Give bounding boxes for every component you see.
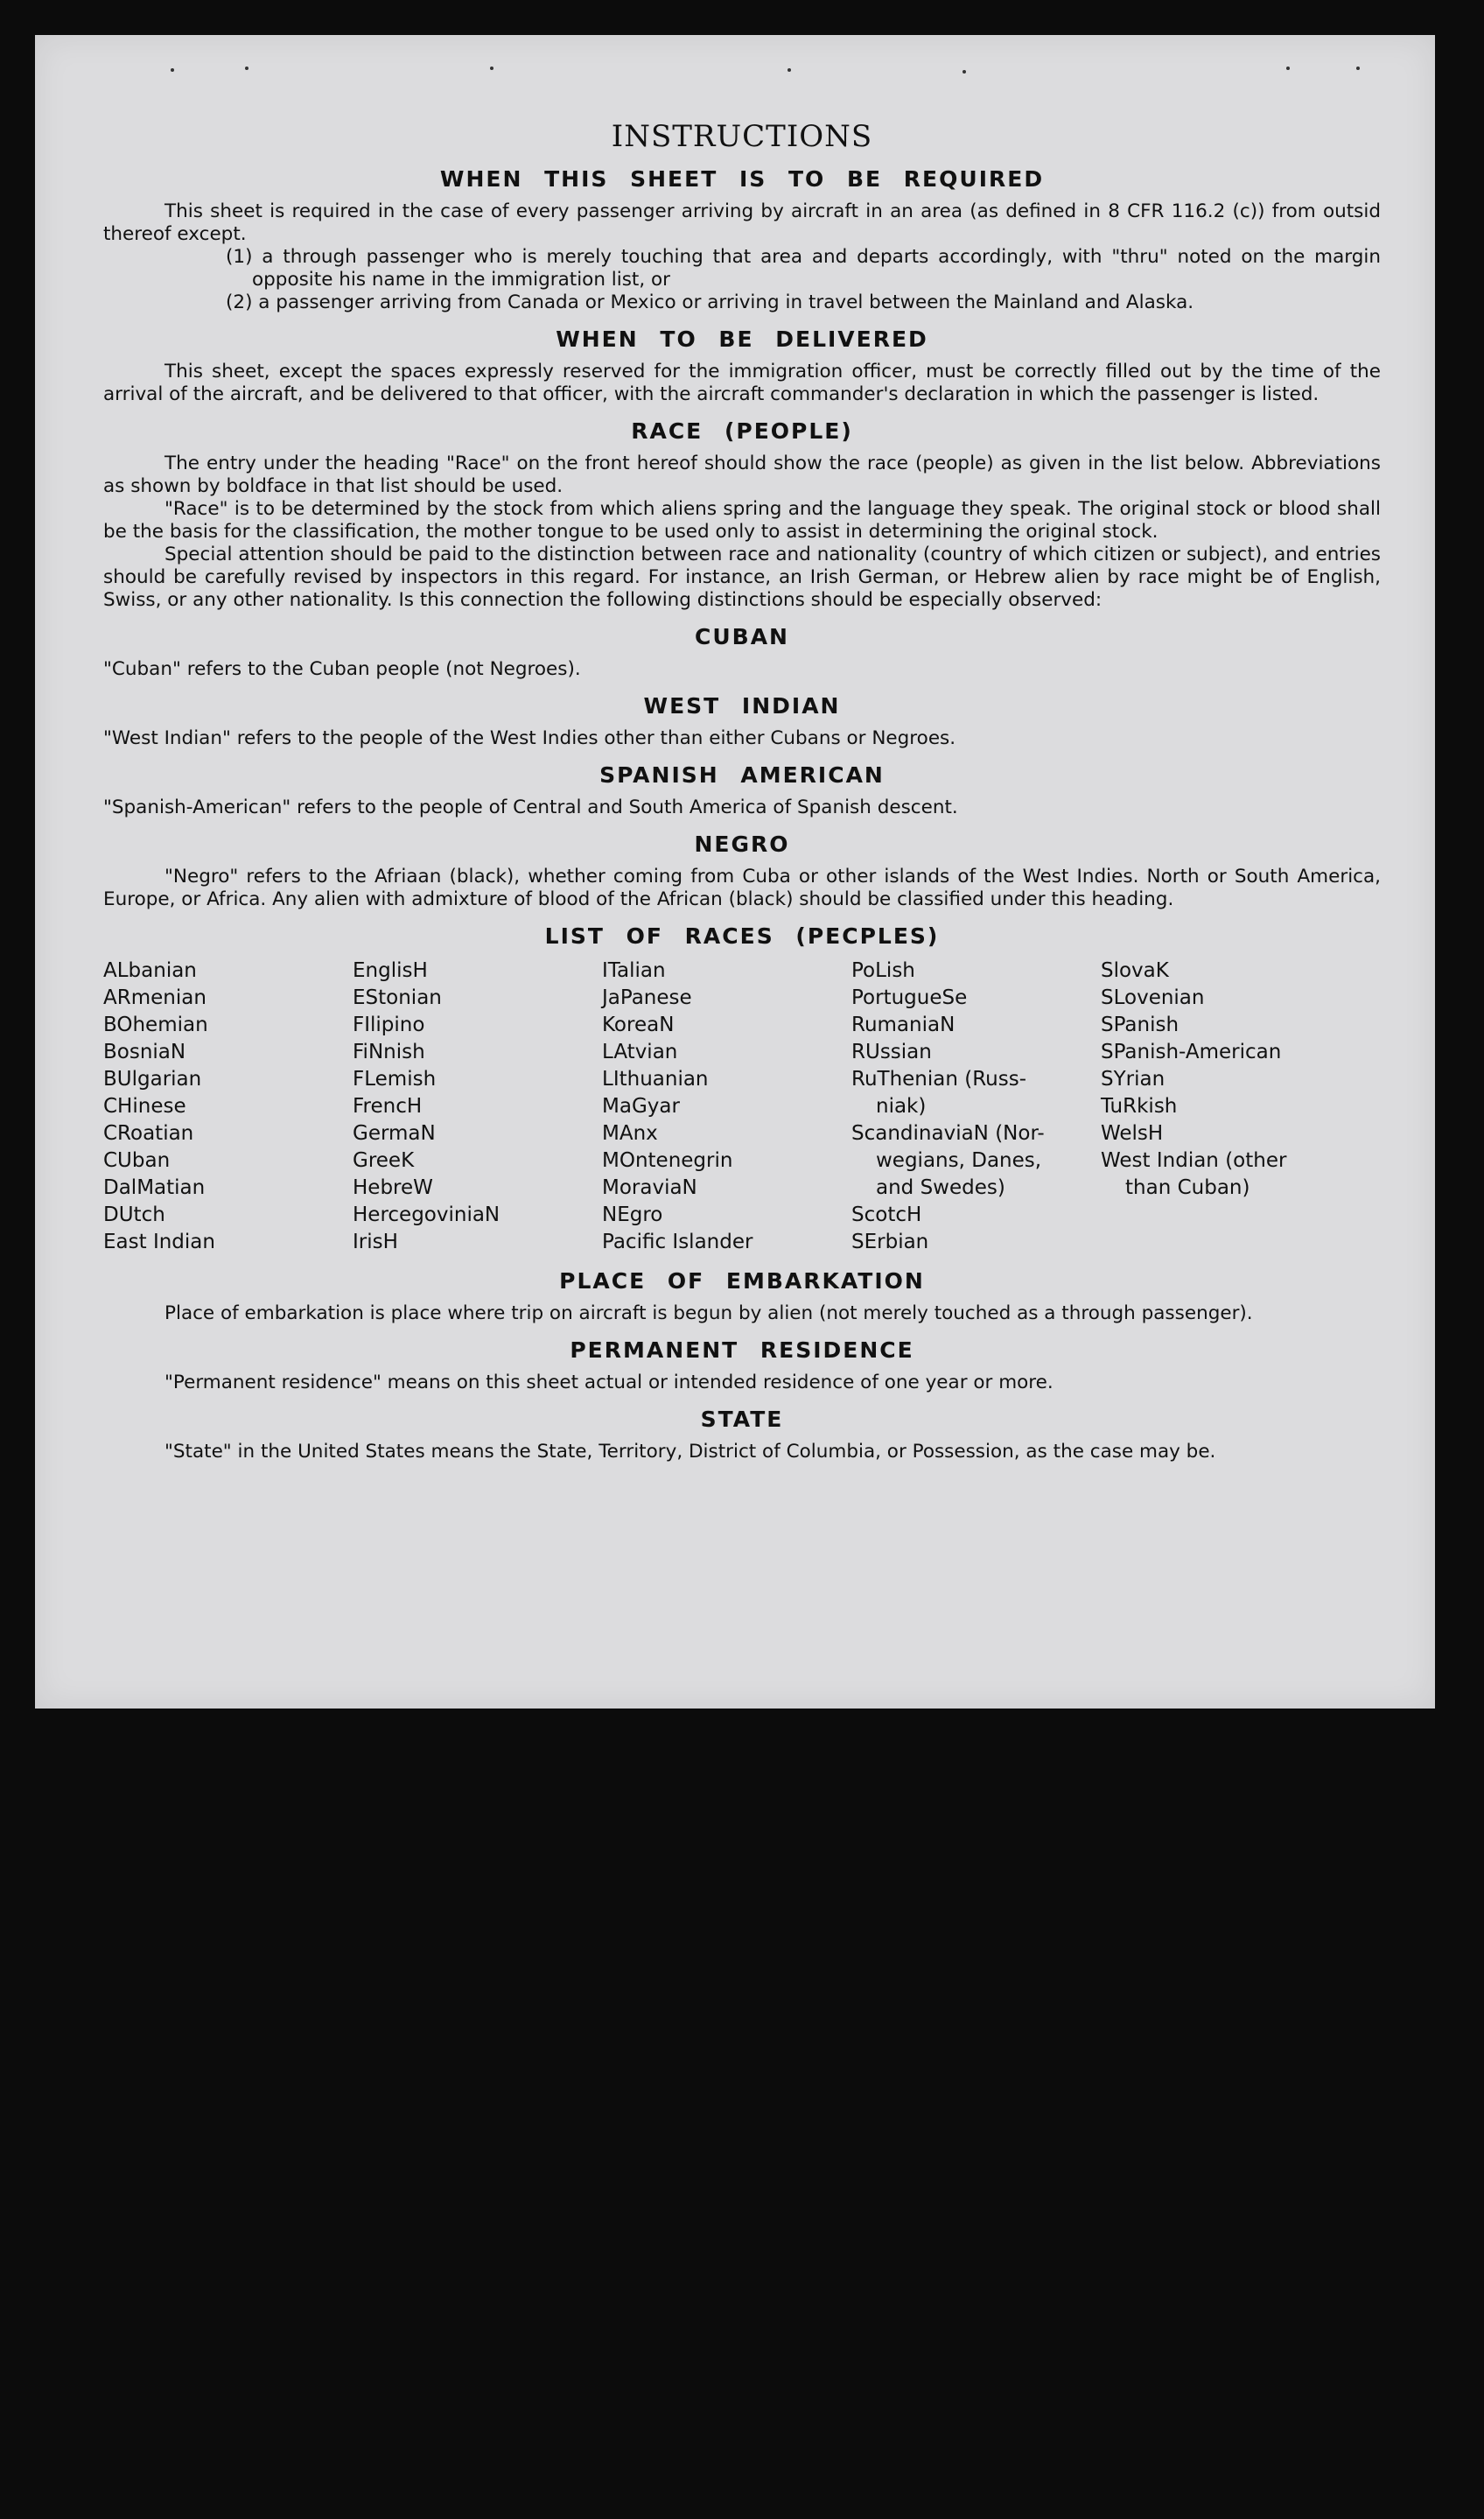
required-item-1: (1) a through passenger who is merely touching that area and departs accordingly, with "thru" noted on the margin opposite his name in the immigration list, or — [226, 246, 1381, 291]
dust-speck — [490, 67, 494, 70]
race-entry: GermaN — [353, 1122, 436, 1145]
race-entry: DalMatian — [103, 1176, 206, 1199]
race-entry: CHinese — [103, 1095, 186, 1118]
race-entry: Pacific Islander — [602, 1231, 753, 1253]
heading-negro: NEGRO — [694, 831, 790, 857]
dust-speck — [171, 68, 174, 72]
heading-when-delivered: WHEN TO BE DELIVERED — [556, 326, 928, 352]
race-entry: ALbanian — [103, 959, 197, 982]
race-entry: LIthuanian — [602, 1068, 709, 1091]
race-entry: RUssian — [851, 1041, 932, 1063]
race-entry: FrencH — [353, 1095, 423, 1118]
race-entry: ARmenian — [103, 986, 206, 1009]
instructions-body — [103, 119, 1381, 1463]
race-entry: wegians, Danes, — [876, 1149, 1042, 1172]
races-column-1 — [103, 958, 353, 1256]
race-entry: LAtvian — [602, 1041, 678, 1063]
dust-speck — [245, 67, 248, 70]
race-entry: BOhemian — [103, 1014, 208, 1036]
race-entry: RuThenian (Russ- — [851, 1068, 1027, 1091]
west-indian-text: "West Indian" refers to the people of the West Indies other than either Cubans or Negroes. — [103, 727, 956, 749]
heading-race: RACE (PEOPLE) — [631, 418, 853, 444]
race-entry: FiNnish — [353, 1041, 425, 1063]
race-entry: EStonian — [353, 986, 442, 1009]
race-paragraph-3: Special attention should be paid to the distinction between race and nationality (country of which citizen or subject), and entries should be carefully revised by inspectors in this regard. For instance, an Irish German, or Hebrew alien by race might be of English, Swiss, or any other nationality. Is this connection the following distinctions should be especially observed: — [103, 544, 1381, 611]
race-entry: SLovenian — [1101, 986, 1205, 1009]
race-entry: IrisH — [353, 1231, 398, 1253]
races-column-3 — [602, 958, 851, 1256]
races-column-2 — [353, 958, 602, 1256]
race-entry: MAnx — [602, 1122, 658, 1145]
race-entry: than Cuban) — [1125, 1176, 1250, 1199]
race-entry: HebreW — [353, 1176, 433, 1199]
state-text: "State" in the United States means the State, Territory, District of Columbia, or Possession, as the case may be. — [164, 1441, 1216, 1463]
race-entry: SYrian — [1101, 1068, 1166, 1091]
heading-cuban: CUBAN — [695, 624, 789, 649]
races-list — [103, 958, 1381, 1256]
race-entry: WelsH — [1101, 1122, 1164, 1145]
race-entry: NEgro — [602, 1203, 663, 1226]
heading-state: STATE — [700, 1407, 784, 1432]
race-entry: MoraviaN — [602, 1176, 697, 1199]
race-entry: HercegoviniaN — [353, 1203, 500, 1226]
race-entry: ScotcH — [851, 1203, 922, 1226]
race-paragraph-2: "Race" is to be determined by the stock from which aliens spring and the language they speak. The original stock or blood shall be the basis for the classification, the mother tongue to be used only to assist in determining the original stock. — [103, 498, 1381, 543]
race-entry: EnglisH — [353, 959, 428, 982]
race-entry: SlovaK — [1101, 959, 1169, 982]
race-entry: CUban — [103, 1149, 171, 1172]
race-entry: ScandinaviaN (Nor- — [851, 1122, 1045, 1145]
document-sheet — [35, 35, 1435, 1709]
races-column-5 — [1101, 958, 1381, 1256]
races-column-4 — [851, 958, 1101, 1256]
race-entry: BUlgarian — [103, 1068, 202, 1091]
heading-list-of-races: LIST OF RACES (PECPLES) — [544, 923, 940, 949]
race-entry: CRoatian — [103, 1122, 194, 1145]
residence-text: "Permanent residence" means on this sheet actual or intended residence of one year or more. — [164, 1372, 1054, 1393]
dust-speck — [1286, 67, 1290, 70]
race-entry: GreeK — [353, 1149, 415, 1172]
race-entry: KoreaN — [602, 1014, 675, 1036]
delivered-text: This sheet, except the spaces expressly reserved for the immigration officer, must be correctly filled out by the time of the arrival of the aircraft, and be delivered to that officer, with the aircraft commander's declaration in which the passenger is listed. — [103, 361, 1381, 405]
negro-text: "Negro" refers to the Afriaan (black), whether coming from Cuba or other islands of the West Indies. North or South America, Europe, or Africa. Any alien with admixture of blood of the African (black) should be classified under this heading. — [103, 866, 1381, 910]
dust-speck — [788, 68, 791, 72]
spanish-american-text: "Spanish-American" refers to the people of Central and South America of Spanish descent. — [103, 796, 958, 818]
heading-permanent-residence: PERMANENT RESIDENCE — [570, 1337, 914, 1363]
race-entry: East Indian — [103, 1231, 215, 1253]
race-entry: PoLish — [851, 959, 915, 982]
race-entry: BosniaN — [103, 1041, 186, 1063]
race-entry: West Indian (other — [1101, 1149, 1287, 1172]
race-entry: MaGyar — [602, 1095, 680, 1118]
required-item-2: (2) a passenger arriving from Canada or Mexico or arriving in travel between the Mainland and Alaska. — [226, 291, 1194, 313]
race-entry: RumaniaN — [851, 1014, 956, 1036]
heading-when-required: WHEN THIS SHEET IS TO BE REQUIRED — [439, 166, 1045, 192]
heading-west-indian: WEST INDIAN — [643, 693, 841, 719]
dust-speck — [962, 70, 966, 74]
race-entry: FIlipino — [353, 1014, 425, 1036]
heading-spanish-american: SPANISH AMERICAN — [599, 762, 885, 788]
page-title: INSTRUCTIONS — [611, 119, 873, 154]
race-entry: SPanish — [1101, 1014, 1180, 1036]
race-entry: SErbian — [851, 1231, 929, 1253]
race-entry: and Swedes) — [876, 1176, 1005, 1199]
race-paragraph-1: The entry under the heading "Race" on the front hereof should show the race (people) as given in the list below. Abbreviations as shown by boldface in that list should be used. — [103, 453, 1381, 497]
cuban-text: "Cuban" refers to the Cuban people (not Negroes). — [103, 658, 581, 680]
race-entry: ITalian — [602, 959, 666, 982]
race-entry: PortugueSe — [851, 986, 968, 1009]
required-text: This sheet is required in the case of every passenger arriving by aircraft in an area (as defined in 8 CFR 116.2 (c)) from outsid thereof except. — [103, 200, 1381, 245]
race-entry: JaPanese — [602, 986, 692, 1009]
race-entry: FLemish — [353, 1068, 437, 1091]
race-entry: niak) — [876, 1095, 927, 1118]
race-entry: DUtch — [103, 1203, 165, 1226]
embarkation-text: Place of embarkation is place where trip on aircraft is begun by alien (not merely touched as a through passenger). — [164, 1302, 1253, 1324]
heading-place-of-embarkation: PLACE OF EMBARKATION — [559, 1268, 925, 1294]
race-entry: SPanish-American — [1101, 1041, 1282, 1063]
race-entry: MOntenegrin — [602, 1149, 733, 1172]
dust-speck — [1356, 67, 1360, 70]
race-entry: TuRkish — [1101, 1095, 1178, 1118]
